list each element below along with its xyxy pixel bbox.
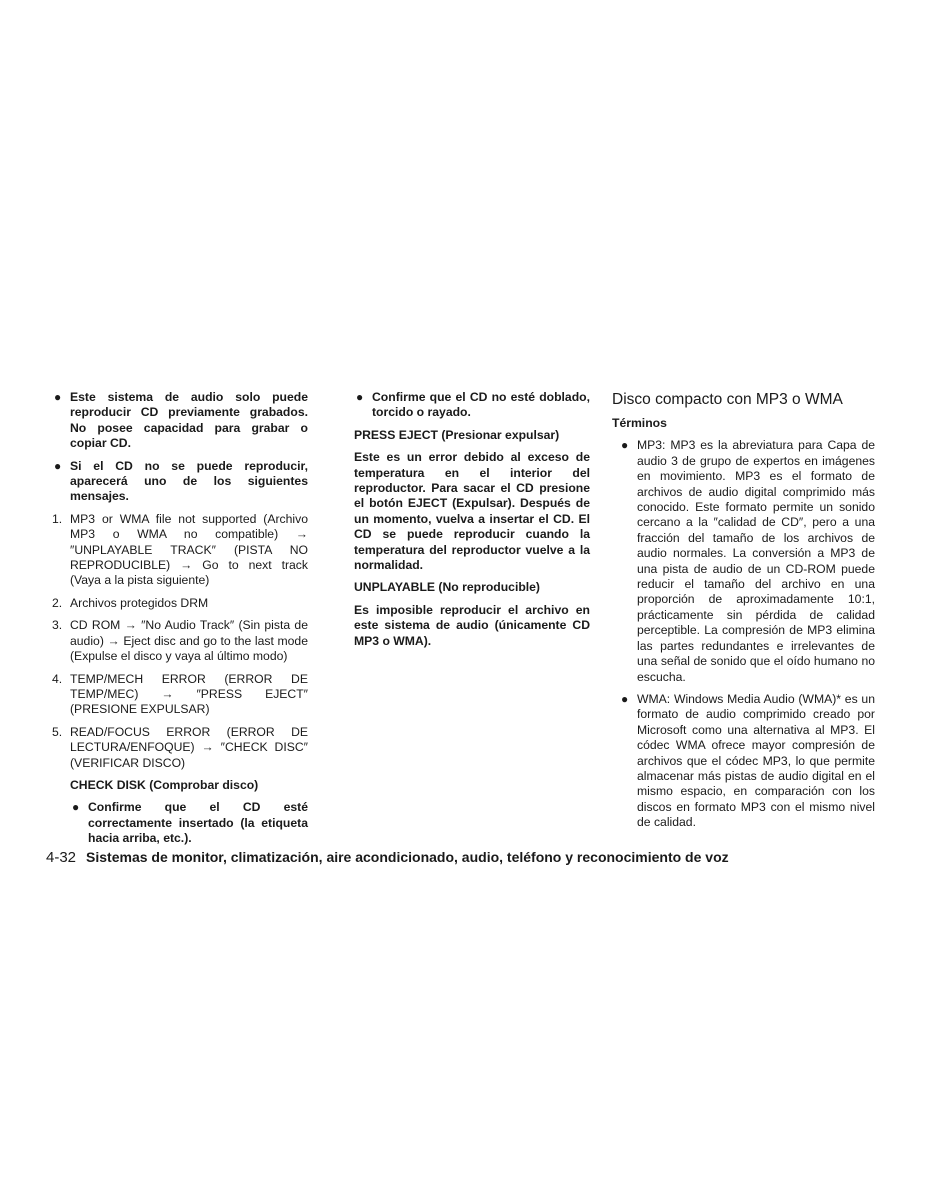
item-number: 3. xyxy=(52,618,63,633)
unplayable-heading: UNPLAYABLE (No reproducible) xyxy=(354,580,540,595)
item-number: 2. xyxy=(52,595,63,610)
numbered-item xyxy=(52,596,308,611)
bullet-icon: ● xyxy=(621,691,629,706)
item-text: READ/FOCUS ERROR (ERROR DE LECTURA/ENFOQUE) → ″CHECK DISC″ (VERIFICAR DISCO) xyxy=(70,724,308,770)
bullet-icon: ● xyxy=(621,438,629,453)
check-disk-section xyxy=(52,778,308,847)
item-text: MP3 or WMA file not supported (Archivo MP3 o WMA no compatible) → ″UNPLAYABLE TRACK″ (PISTA NO REPRODUCIBLE) → Go to next track (Vaya a la pista siguiente) xyxy=(70,511,308,588)
bullet-icon: ● xyxy=(54,458,62,473)
numbered-item xyxy=(52,618,308,664)
footer-title: Sistemas de monitor, climatización, aire acondicionado, audio, teléfono y reconocimiento de voz xyxy=(86,849,729,865)
item-text: CD ROM → ″No Audio Track″ (Sin pista de audio) → Eject disc and go to the last mode (Expulse el disco y vaya al último modo) xyxy=(70,618,308,664)
press-eject-heading: PRESS EJECT (Presionar expulsar) xyxy=(354,427,560,442)
section-title: Disco compacto con MP3 o WMA xyxy=(612,391,843,408)
bullet-text: Este sistema de audio solo puede reproducir CD previamente grabados. No posee capacidad para grabar o copiar CD. xyxy=(70,390,308,451)
bullet-item xyxy=(612,438,875,685)
page-footer xyxy=(46,848,886,867)
bullet-icon: ● xyxy=(356,390,364,404)
bullet-icon: ● xyxy=(54,390,62,404)
item-text: TEMP/MECH ERROR (ERROR DE TEMP/MEC) → ″PRESS EJECT″ (PRESIONE EXPULSAR) xyxy=(70,671,308,717)
item-text: Archivos protegidos DRM xyxy=(70,595,209,610)
bullet-text: Si el CD no se puede reproducir, aparecerá uno de los siguientes mensajes. xyxy=(70,458,308,504)
bullet-item xyxy=(52,390,308,452)
bullet-text: Confirme que el CD esté correctamente insertado (la etiqueta hacia arriba, etc.). xyxy=(88,800,308,846)
column-1 xyxy=(52,390,308,854)
bullet-text: Confirme que el CD no esté doblado, torcido o rayado. xyxy=(372,390,590,420)
item-number: 5. xyxy=(52,724,63,739)
item-number: 1. xyxy=(52,511,63,526)
press-eject-text: Este es un error debido al exceso de temperatura en el interior del reproductor. Para sacar el CD presione el botón EJECT (Expulsar). Después de un momento, vuelva a insertar el CD. El CD se puede reproducir cuando la temperatura del reproductor vuelve a la normalidad. xyxy=(354,450,590,573)
bullet-item xyxy=(612,692,875,831)
bullet-item xyxy=(70,800,308,846)
page-number: 4-32 xyxy=(46,849,77,866)
check-disk-heading: CHECK DISK (Comprobar disco) xyxy=(70,777,259,792)
bullet-item xyxy=(354,390,590,421)
numbered-item xyxy=(52,512,308,589)
column-2 xyxy=(354,390,590,656)
numbered-item xyxy=(52,725,308,771)
unplayable-text: Es imposible reproducir el archivo en este sistema de audio (únicamente CD MP3 o WMA). xyxy=(354,602,590,648)
column-3 xyxy=(612,390,875,838)
terms-heading: Términos xyxy=(612,416,667,430)
bullet-icon: ● xyxy=(72,800,80,815)
numbered-item xyxy=(52,672,308,718)
item-number: 4. xyxy=(52,671,63,686)
bullet-text: MP3: MP3 es la abreviatura para Capa de audio 3 de grupo de expertos en imágenes en movimiento. MP3 es el formato de archivos de audio digital comprimido más conocido. Este formato permite un sonido cercano a la ″calidad de CD″, pero a una fracción del tamaño de los archivos de audio normales. La conversión a MP3 de una pista de audio de un CD-ROM puede reducir el tamaño del archivo en una proporción de aproximadamente 10:1, prácticamente sin pérdida de calidad perceptible. La compresión de MP3 elimina las partes redundantes e irrelevantes de una señal de sonido que el oído humano no escucha. xyxy=(637,438,875,684)
bullet-item xyxy=(52,459,308,505)
bullet-text: WMA: Windows Media Audio (WMA)* es un formato de audio comprimido creado por Microsoft como una alternativa al MP3. El códec WMA ofrece mayor compresión de archivos que el códec MP3, lo que permite almacenar más pistas de audio digital en el mismo espacio, en comparación con los discos en formato MP3 con el mismo nivel de calidad. xyxy=(637,691,875,830)
